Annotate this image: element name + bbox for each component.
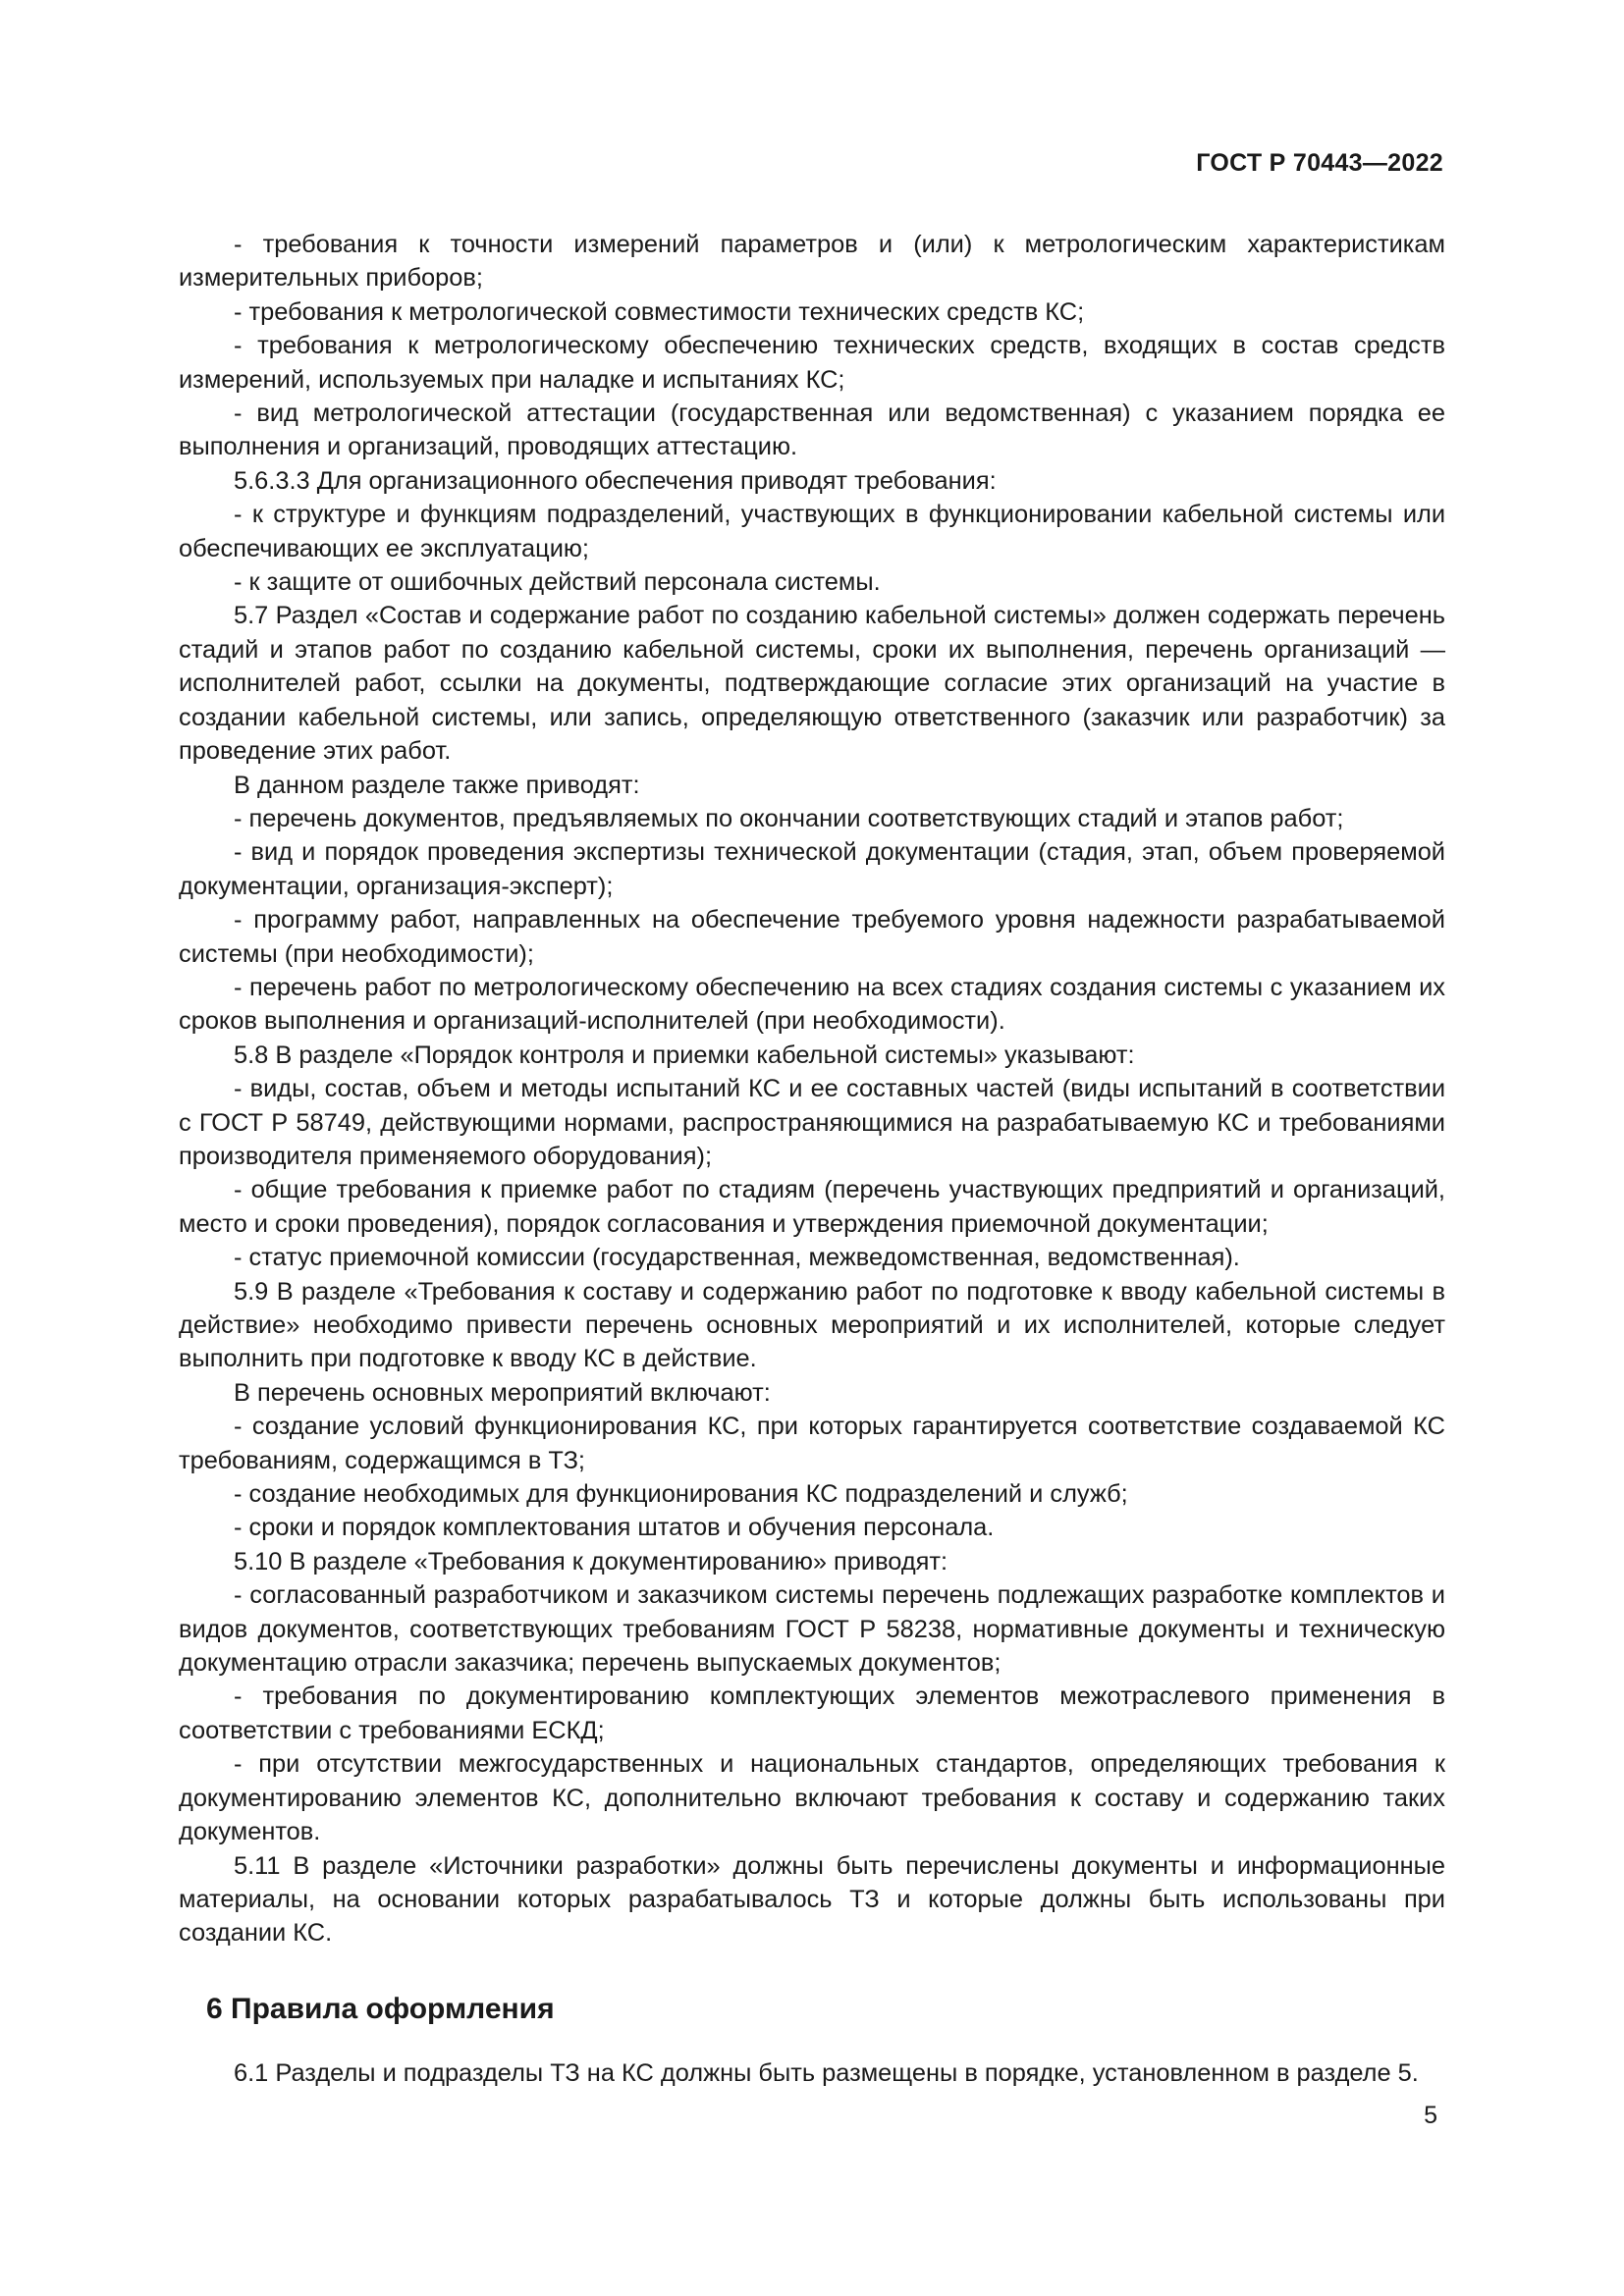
paragraph: - программу работ, направленных на обеспечение требуемого уровня надежности разрабатываемой системы (при необходимости); [179, 906, 1445, 968]
paragraph: - требования к метрологическому обеспечению технических средств, входящих в состав средств измерений, используемых при наладке и испытаниях КС; [179, 332, 1445, 394]
paragraph: - создание необходимых для функционирования КС подразделений и служб; [234, 1480, 1128, 1509]
paragraph: - статус приемочной комиссии (государственная, межведомственная, ведомственная). [234, 1244, 1240, 1272]
paragraph: - требования к точности измерений параметров и (или) к метрологическим характеристикам измерительных приборов; [179, 231, 1445, 293]
paragraph: 5.11 В разделе «Источники разработки» должны быть перечислены документы и информационные материалы, на основании которых разрабатывалось ТЗ и которые должны быть использованы при создании КС. [179, 1851, 1445, 1948]
paragraph: - к структуре и функциям подразделений, участвующих в функционировании кабельной системы или обеспечивающих ее эксплуатацию; [179, 501, 1445, 562]
paragraph: 5.10 В разделе «Требования к документированию» приводят: [234, 1547, 948, 1575]
section-heading: 6 Правила оформления [206, 1992, 555, 2025]
paragraph: - вид и порядок проведения экспертизы технической документации (стадия, этап, объем проверяемой документации, организация-эксперт); [179, 838, 1445, 900]
paragraph: - при отсутствии межгосударственных и национальных стандартов, определяющих требования к документированию элементов КС, дополнительно включают требования к составу и содержанию таких документов. [179, 1750, 1445, 1846]
document-body [179, 228, 1445, 2090]
paragraph: - сроки и порядок комплектования штатов и обучения персонала. [234, 1514, 995, 1542]
paragraph: 5.7 Раздел «Состав и содержание работ по созданию кабельной системы» должен содержать перечень стадий и этапов работ по созданию кабельной системы, сроки их выполнения, перечень организаций — исполнителей работ, ссылки на документы, подтверждающие согласие этих организаций на участие в создании кабельной системы, или запись, определяющую ответственного (заказчик или разработчик) за проведение этих работ. [179, 602, 1445, 766]
paragraph: 5.6.3.3 Для организационного обеспечения приводят требования: [234, 466, 997, 495]
paragraph: 5.8 В разделе «Порядок контроля и приемки кабельной системы» указывают: [234, 1041, 1135, 1069]
paragraph: - общие требования к приемке работ по стадиям (перечень участвующих предприятий и организаций, место и сроки проведения), порядок согласования и утверждения приемочной документации; [179, 1176, 1445, 1238]
paragraph: - требования к метрологической совместимости технических средств КС; [234, 297, 1085, 326]
paragraph: - создание условий функционирования КС, при которых гарантируется соответствие создаваемой КС требованиям, содержащимся в ТЗ; [179, 1413, 1445, 1474]
page-number: 5 [1424, 2102, 1437, 2129]
paragraph: - требования по документированию комплектующих элементов межотраслевого применения в соответствии с требованиями ЕСКД; [179, 1682, 1445, 1744]
paragraph: - к защите от ошибочных действий персонала системы. [234, 568, 881, 597]
paragraph: 5.9 В разделе «Требования к составу и содержанию работ по подготовке к вводу кабельной системы в действие» необходимо привести перечень основных мероприятий и их исполнителей, которые следует выполнить при подготовке к вводу КС в действие. [179, 1277, 1445, 1373]
document-code-header: ГОСТ Р 70443—2022 [1196, 149, 1443, 177]
paragraph: - вид метрологической аттестации (государственная или ведомственная) с указанием порядка ее выполнения и организаций, проводящих аттестацию. [179, 400, 1445, 461]
paragraph: В перечень основных мероприятий включают: [234, 1378, 771, 1407]
paragraph: 6.1 Разделы и подразделы ТЗ на КС должны быть размещены в порядке, установленном в разделе 5. [234, 2058, 1419, 2087]
paragraph: - перечень работ по метрологическому обеспечению на всех стадиях создания системы с указанием их сроков выполнения и организаций-исполнителей (при необходимости). [179, 973, 1445, 1036]
paragraph: - виды, состав, объем и методы испытаний КС и ее составных частей (виды испытаний в соответствии с ГОСТ Р 58749, действующими нормами, распространяющимися на разрабатываемую КС и требованиями производителя применяемого оборудования); [179, 1075, 1445, 1170]
paragraph: - перечень документов, предъявляемых по окончании соответствующих стадий и этапов работ; [234, 804, 1344, 832]
paragraph: - согласованный разработчиком и заказчиком системы перечень подлежащих разработке комплектов и видов документов, соответствующих требованиям ГОСТ Р 58238, нормативные документы и техническую документацию отрасли заказчика; перечень выпускаемых документов; [179, 1581, 1445, 1678]
paragraph: В данном разделе также приводят: [234, 771, 640, 799]
